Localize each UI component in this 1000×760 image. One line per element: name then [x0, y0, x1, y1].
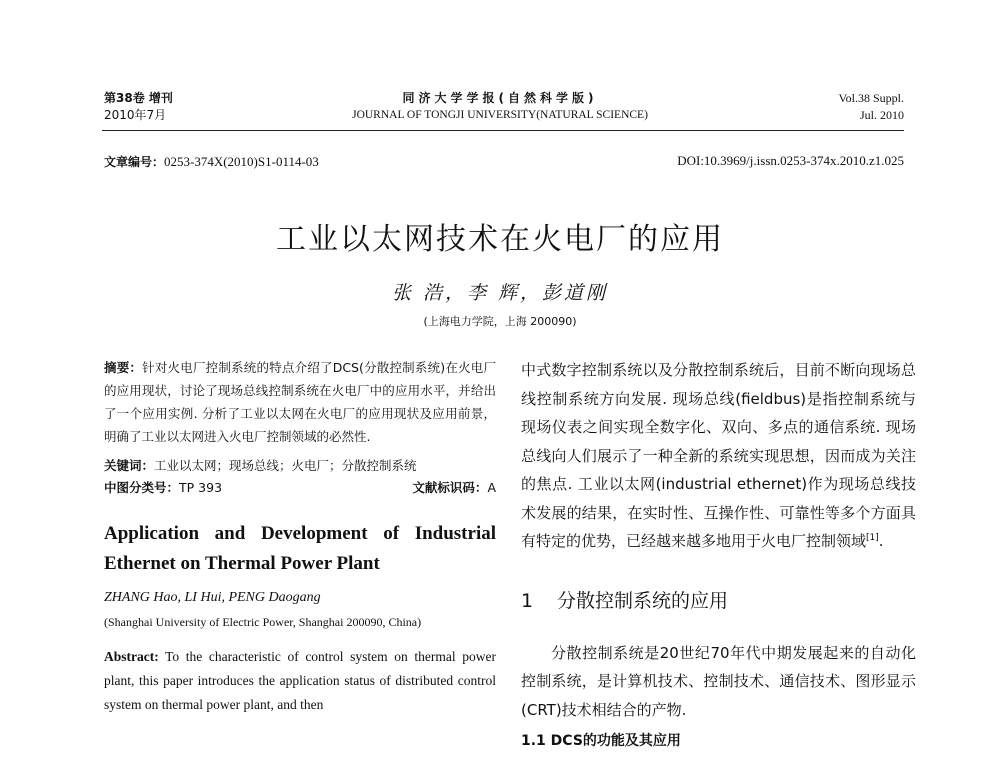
english-affiliation: (Shanghai University of Electric Power, Shanghai 200090, China) — [104, 615, 422, 629]
keywords-text: 工业以太网；现场总线；火电厂；分散控制系统 — [154, 458, 417, 473]
header-rule — [102, 130, 904, 131]
intro-text: 中式数字控制系统以及分散控制系统后，目前不断向现场总线控制系统方向发展. 现场总线(fieldbus)是指控制系统与现场仪表之间实现全数字化、双向、多点的通信系统. 现场总线向人们展示了一种全新的系统实现思想，因而成为关注的焦点. 工业以太网(industrial ethernet)作为现场总线技术发展的结果，在实时性、互操作性、可靠性等多个方面具有特定的优势，已经越来越多地用于火电厂控制领域 — [521, 361, 916, 550]
paper-title: 工业以太网技术在火电厂的应用 — [276, 222, 724, 257]
volume-cn: 第38卷 增刊 — [104, 91, 173, 105]
affiliation: (上海电力学院，上海 200090) — [423, 315, 577, 328]
doi: DOI:10.3969/j.issn.0253-374x.2010.z1.025 — [677, 153, 904, 168]
english-authors: ZHANG Hao, LI Hui, PENG Daogang — [104, 590, 321, 605]
clc-label: 中图分类号： — [104, 480, 180, 495]
english-abstract — [104, 645, 496, 717]
abstract-cn — [104, 356, 496, 448]
section-heading — [521, 586, 916, 613]
journal-name-cn: 同济大学学报(自然科学版) — [402, 91, 598, 105]
section-paragraph: 分散控制系统是20世纪70年代中期发展起来的自动化控制系统，是计算机技术、控制技术、通信技术、图形显示(CRT)技术相结合的产物. — [521, 643, 916, 719]
classification-row — [104, 477, 496, 499]
clc-code — [104, 477, 222, 499]
doc-value: A — [487, 480, 496, 495]
article-number-value: 0253-374X(2010)S1-0114-03 — [164, 154, 319, 169]
right-column — [521, 356, 916, 750]
volume-en: Vol.38 Suppl. — [838, 91, 904, 105]
section-title: 分散控制系统的应用 — [557, 589, 729, 612]
left-column — [104, 356, 496, 717]
article-number — [104, 153, 319, 170]
section-number: 1 — [521, 589, 534, 612]
clc-value: TP 393 — [179, 480, 223, 495]
intro-paragraph — [521, 356, 916, 556]
english-title: Application and Development of Industrial Ethernet on Thermal Power Plant — [104, 523, 496, 574]
abstract-cn-text: 针对火电厂控制系统的特点介绍了DCS(分散控制系统)在火电厂的应用现状，讨论了现场总线控制系统在火电厂中的应用水平，并给出了一个应用实例. 分析了工业以太网在火电厂的应用现状及应用前景，明确了工业以太网进入火电厂控制领域的必然性. — [104, 360, 496, 444]
subsection-heading: 1.1 DCS的功能及其应用 — [521, 733, 681, 749]
running-header-right — [839, 90, 904, 124]
running-header-center — [300, 90, 700, 124]
english-abstract-label: Abstract: — [104, 649, 159, 664]
date-cn: 2010年7月 — [104, 108, 167, 122]
author-list: 张 浩，李 辉，彭道刚 — [391, 282, 609, 304]
running-header-left — [104, 90, 173, 124]
date-en: Jul. 2010 — [859, 108, 904, 122]
english-abstract-text: To the characteristic of control system on thermal power plant, this paper introduces the application status of distributed control system on thermal power plant, and then — [104, 649, 496, 712]
journal-name-en: JOURNAL OF TONGJI UNIVERSITY(NATURAL SCIENCE) — [352, 109, 648, 121]
intro-end: . — [878, 532, 884, 550]
document-code — [412, 477, 496, 499]
abstract-cn-label: 摘要： — [104, 360, 143, 375]
doc-label: 文献标识码： — [412, 480, 488, 495]
keywords-label: 关键词： — [104, 458, 155, 473]
keywords — [104, 454, 496, 477]
article-number-label: 文章编号： — [104, 155, 165, 169]
intro-citation: [1] — [866, 533, 879, 543]
